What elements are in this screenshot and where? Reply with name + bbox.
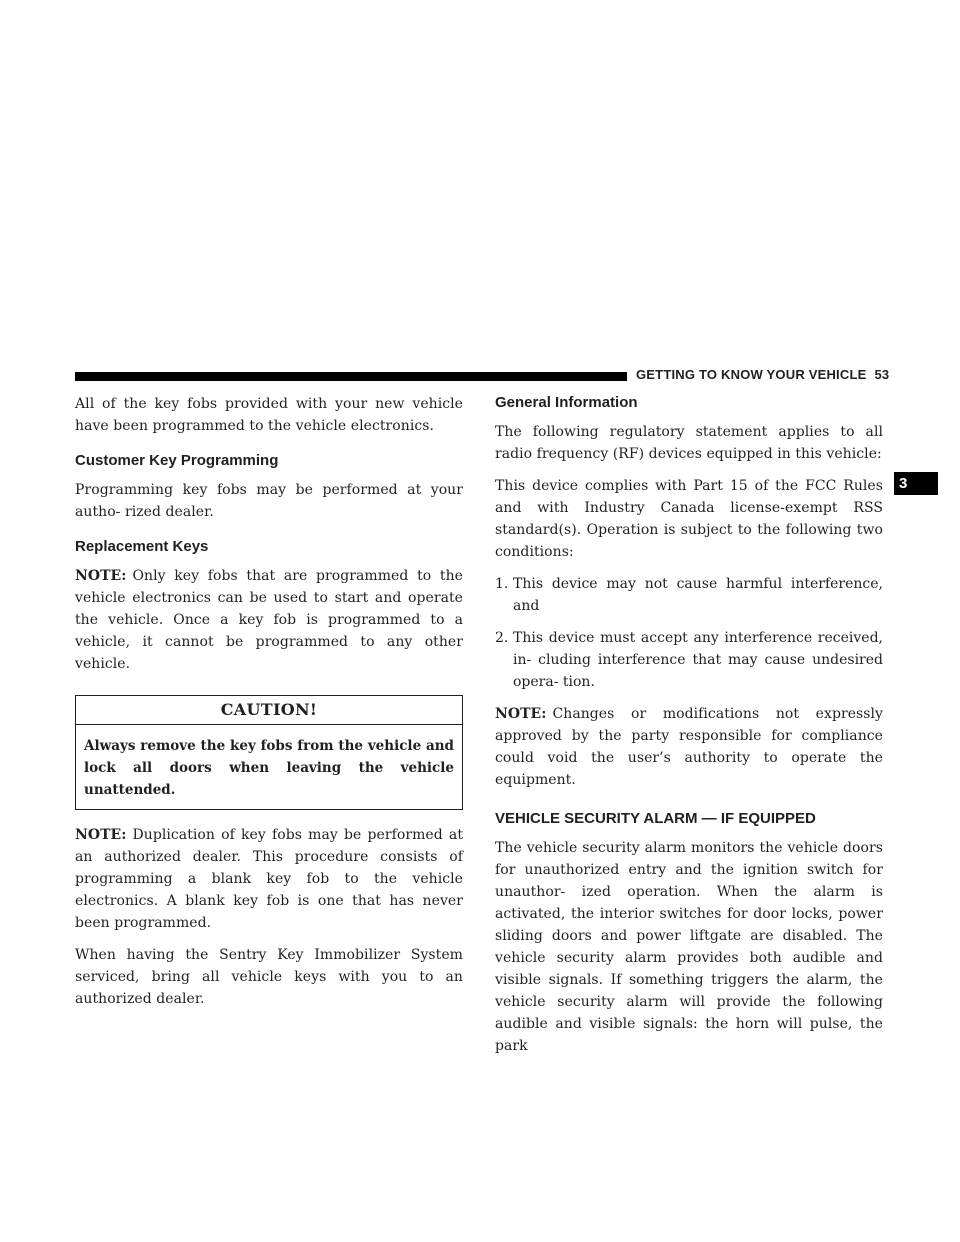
sentry-paragraph: When having the Sentry Key Immobilizer System serviced, bring all vehicle keys with you to an authorized dealer.: [75, 947, 463, 1007]
note-label: NOTE:: [495, 706, 547, 722]
list-item: [495, 573, 883, 617]
intro-paragraph: All of the key fobs provided with your new vehicle have been programmed to the vehicle electronics.: [75, 396, 463, 434]
replacement-keys-heading: Replacement Keys: [75, 538, 209, 555]
caution-box: [75, 695, 463, 810]
caution-title: CAUTION!: [76, 696, 462, 725]
section-title: GETTING TO KNOW YOUR VEHICLE: [636, 367, 867, 382]
fcc-paragraph: This device complies with Part 15 of the FCC Rules and with Industry Canada license-exempt RSS standard(s). Operation is subject to the following two conditions:: [495, 478, 883, 560]
chapter-tab: 3: [894, 472, 938, 495]
list-text: This device must accept any interference received, in- cluding interference that may cause undesired opera- tion.: [513, 630, 883, 690]
list-number: 2.: [495, 630, 509, 646]
conditions-list: [495, 573, 883, 693]
customer-key-programming-heading: Customer Key Programming: [75, 452, 279, 469]
note-duplication: [75, 824, 463, 934]
list-item: [495, 627, 883, 693]
general-information-heading: General Information: [495, 394, 638, 411]
note-label: NOTE:: [75, 568, 127, 584]
customer-key-programming-text: Programming key fobs may be performed at your autho- rized dealer.: [75, 482, 463, 520]
right-column: [495, 393, 883, 1067]
general-information-text: The following regulatory statement applies to all radio frequency (RF) devices equipped in this vehicle:: [495, 424, 883, 462]
header-rule: [75, 372, 627, 381]
running-header: [636, 367, 889, 382]
security-alarm-text: The vehicle security alarm monitors the vehicle doors for unauthorized entry and the ignition switch for unauthor- ized operation. When the alarm is activated, the interior switches for door locks, power sliding doors and power liftgate are disabled. The vehicle security alarm provides both audible and visible signals. If something triggers the alarm, the vehicle security alarm will provide the following audible and visible signals: the horn will pulse, the park: [495, 840, 883, 1054]
list-number: 1.: [495, 576, 509, 592]
note-text: Duplication of key fobs may be performed at an authorized dealer. This procedure consists of programming a blank key fob to the vehicle electronics. A blank key fob is one that has never been programmed.: [75, 827, 463, 931]
left-column: [75, 393, 463, 1020]
note-text: Only key fobs that are programmed to the vehicle electronics can be used to start and operate the vehicle. Once a key fob is programmed to a vehicle, it cannot be programmed to any other vehicle.: [75, 568, 463, 672]
note-modifications: [495, 703, 883, 791]
caution-text: Always remove the key fobs from the vehicle and lock all doors when leaving the vehicle unattended.: [84, 738, 454, 798]
note-text: Changes or modifications not expressly approved by the party responsible for compliance could void the user’s authority to operate the equipment.: [495, 706, 883, 788]
list-text: This device may not cause harmful interference, and: [513, 576, 883, 614]
note-label: NOTE:: [75, 827, 127, 843]
security-alarm-heading: VEHICLE SECURITY ALARM — IF EQUIPPED: [495, 810, 816, 827]
note-replacement: [75, 565, 463, 675]
page-number: 53: [874, 367, 890, 382]
